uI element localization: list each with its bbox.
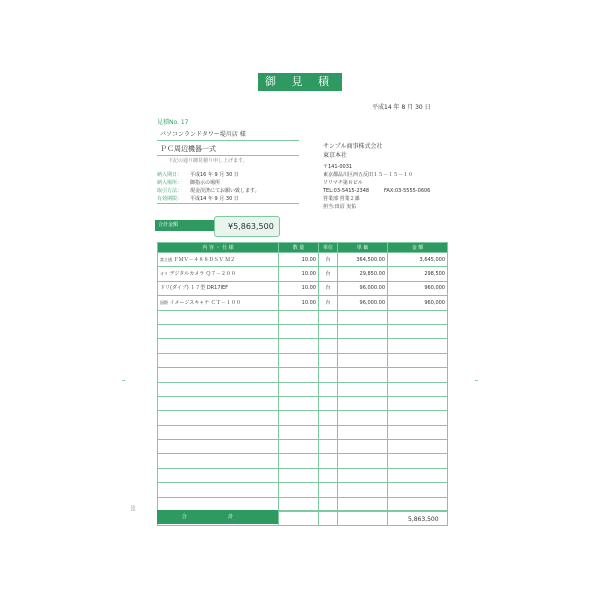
table-row-empty bbox=[158, 483, 448, 497]
empty-cell bbox=[319, 339, 338, 353]
item-quantity: 10.00 bbox=[279, 281, 319, 295]
item-description bbox=[158, 296, 279, 310]
empty-cell bbox=[388, 339, 448, 353]
table-row-empty bbox=[158, 310, 448, 324]
table-row bbox=[158, 253, 448, 267]
detail-value: 御指示の場所 bbox=[190, 180, 221, 186]
item-unit: 台 bbox=[319, 296, 338, 310]
empty-cell bbox=[338, 468, 388, 482]
empty-cell bbox=[388, 310, 448, 324]
item-amount: 960,000 bbox=[388, 281, 448, 295]
table-row-empty bbox=[158, 425, 448, 439]
table-row-empty bbox=[158, 396, 448, 410]
detail-label: 納入期日： bbox=[157, 172, 183, 178]
item-name: ＦＭＶ－４８８ＤＳＶ Ｍ２ bbox=[173, 256, 236, 263]
table-row-empty bbox=[158, 353, 448, 367]
table-row-empty bbox=[158, 339, 448, 353]
company-address: 東京都品川区西五反田１５－１５－１０ bbox=[323, 172, 414, 178]
empty-cell bbox=[158, 483, 279, 497]
item-description bbox=[158, 253, 279, 267]
table-row bbox=[158, 281, 448, 295]
item-quantity: 10.00 bbox=[279, 296, 319, 310]
empty-cell bbox=[338, 425, 388, 439]
company-person: 担当:田沼 実佑 bbox=[323, 204, 357, 210]
grand-total-value: 5,863,500 bbox=[408, 516, 439, 523]
item-description bbox=[158, 281, 279, 295]
empty-cell bbox=[319, 411, 338, 425]
empty-cell bbox=[319, 483, 338, 497]
total-label: 合計金額 bbox=[155, 220, 214, 231]
detail-label: 取引方法： bbox=[157, 188, 183, 194]
item-unit: 台 bbox=[319, 267, 338, 281]
empty-cell bbox=[279, 454, 319, 468]
empty-cell bbox=[338, 483, 388, 497]
company-branch: 東京本社 bbox=[323, 152, 348, 159]
total-value: ¥5,863,500 bbox=[228, 222, 274, 231]
item-unit-price: 96,000.00 bbox=[338, 281, 388, 295]
item-quantity: 10.00 bbox=[279, 253, 319, 267]
header-unit: 単位 bbox=[319, 243, 338, 253]
table-row-empty bbox=[158, 368, 448, 382]
empty-cell bbox=[388, 411, 448, 425]
empty-cell bbox=[319, 353, 338, 367]
customer-name: パソコンランドタワー堤川店 様 bbox=[160, 131, 246, 138]
item-unit-price: 364,500.00 bbox=[338, 253, 388, 267]
empty-cell bbox=[338, 382, 388, 396]
empty-cell bbox=[319, 454, 338, 468]
empty-cell bbox=[388, 440, 448, 454]
empty-cell bbox=[338, 454, 388, 468]
empty-cell bbox=[279, 411, 319, 425]
empty-cell bbox=[158, 468, 279, 482]
empty-cell bbox=[279, 324, 319, 338]
empty-cell bbox=[279, 382, 319, 396]
empty-cell bbox=[338, 368, 388, 382]
table-row bbox=[158, 267, 448, 281]
empty-cell bbox=[388, 483, 448, 497]
note: 下記の通り御見積り申し上げます。 bbox=[168, 158, 248, 164]
empty-cell bbox=[388, 353, 448, 367]
table-row-empty bbox=[158, 382, 448, 396]
item-unit-price: 96,000.00 bbox=[338, 296, 388, 310]
empty-cell bbox=[158, 411, 279, 425]
company-department: 営業部 営業２課 bbox=[323, 196, 360, 202]
detail-value: 平成16 年 9 月 30 日 bbox=[190, 172, 239, 178]
empty-cell bbox=[279, 440, 319, 454]
table-row-empty bbox=[158, 468, 448, 482]
company-building: ソリマチ第８ビル bbox=[323, 180, 363, 186]
document-date: 平成14 年 8 月 30 日 bbox=[372, 104, 431, 111]
registration-mark bbox=[122, 380, 125, 381]
empty-cell bbox=[158, 382, 279, 396]
table-row-empty bbox=[158, 454, 448, 468]
empty-cell bbox=[279, 368, 319, 382]
company-name: サンプル商事株式会社 bbox=[323, 143, 383, 150]
company-postal: 〒141-0031 bbox=[323, 164, 353, 170]
empty-cell bbox=[319, 468, 338, 482]
item-amount: 960,000 bbox=[388, 296, 448, 310]
divider bbox=[157, 203, 299, 204]
empty-cell bbox=[279, 353, 319, 367]
empty-cell bbox=[388, 324, 448, 338]
empty-cell bbox=[158, 368, 279, 382]
empty-cell bbox=[279, 468, 319, 482]
empty-cell bbox=[158, 440, 279, 454]
empty-cell bbox=[319, 310, 338, 324]
empty-cell bbox=[158, 324, 279, 338]
empty-cell bbox=[279, 483, 319, 497]
empty-cell bbox=[338, 353, 388, 367]
company-fax: FAX:03-5555-0606 bbox=[384, 188, 431, 194]
empty-cell bbox=[319, 396, 338, 410]
empty-cell bbox=[388, 368, 448, 382]
empty-cell bbox=[388, 468, 448, 482]
header-unit-price: 単 価 bbox=[338, 243, 388, 253]
grand-total-label: 合 計 bbox=[157, 510, 278, 524]
empty-cell bbox=[279, 396, 319, 410]
empty-cell bbox=[279, 339, 319, 353]
table-row-empty bbox=[158, 324, 448, 338]
empty-cell bbox=[338, 411, 388, 425]
item-amount: 298,500 bbox=[388, 267, 448, 281]
estimate-number: 見積No. 17 bbox=[157, 119, 189, 126]
table-row bbox=[158, 296, 448, 310]
empty-cell bbox=[319, 324, 338, 338]
empty-cell bbox=[388, 425, 448, 439]
empty-cell bbox=[388, 396, 448, 410]
item-unit: 台 bbox=[319, 281, 338, 295]
empty-cell bbox=[158, 339, 279, 353]
item-amount: 3,645,000 bbox=[388, 253, 448, 267]
empty-cell bbox=[338, 440, 388, 454]
subject: ＰＣ周辺機器一式 bbox=[160, 145, 216, 153]
items-table bbox=[157, 242, 448, 526]
detail-label: 有効期限： bbox=[157, 196, 183, 202]
item-name: デジタルカメラ Ｑ７－２００ bbox=[169, 271, 236, 278]
item-name: ドリ(ダイブ) １７型 DR17IEF bbox=[160, 285, 229, 292]
detail-value: 平成14 年 9 月 30 日 bbox=[190, 196, 239, 202]
header-amount: 金 額 bbox=[388, 243, 448, 253]
empty-cell bbox=[338, 396, 388, 410]
item-maker: 富士通 bbox=[160, 256, 172, 262]
table-header-row bbox=[158, 243, 448, 253]
item-unit-price: 29,850.00 bbox=[338, 267, 388, 281]
empty-cell bbox=[158, 396, 279, 410]
item-maker: 国際 bbox=[160, 299, 168, 305]
empty-cell bbox=[279, 425, 319, 439]
item-name: イメージスキャナ ＣＴ－１００ bbox=[169, 299, 241, 306]
side-code: 88 bbox=[129, 505, 135, 512]
empty-cell bbox=[388, 454, 448, 468]
document-title: 御 見 積 書 bbox=[258, 73, 342, 91]
empty-cell bbox=[319, 368, 338, 382]
detail-label: 納入場所： bbox=[157, 180, 183, 186]
item-unit: 台 bbox=[319, 253, 338, 267]
divider bbox=[157, 155, 299, 156]
company-tel: TEL:03-5415-2348 bbox=[323, 188, 370, 194]
empty-cell bbox=[158, 310, 279, 324]
empty-cell bbox=[158, 454, 279, 468]
item-maker: オリ bbox=[160, 271, 168, 277]
item-quantity: 10.00 bbox=[279, 267, 319, 281]
table-row-empty bbox=[158, 411, 448, 425]
divider bbox=[157, 140, 299, 141]
empty-cell bbox=[338, 310, 388, 324]
registration-mark bbox=[475, 380, 478, 381]
empty-cell bbox=[319, 382, 338, 396]
empty-cell bbox=[338, 324, 388, 338]
empty-cell bbox=[279, 310, 319, 324]
empty-cell bbox=[388, 382, 448, 396]
empty-cell bbox=[319, 440, 338, 454]
empty-cell bbox=[158, 425, 279, 439]
empty-cell bbox=[338, 339, 388, 353]
header-quantity: 数 量 bbox=[279, 243, 319, 253]
detail-value: 現金決済にてお願い致します。 bbox=[190, 188, 260, 194]
header-description: 内 容 ・ 仕 様 bbox=[158, 243, 279, 253]
item-description bbox=[158, 267, 279, 281]
table-row-empty bbox=[158, 440, 448, 454]
empty-cell bbox=[158, 353, 279, 367]
empty-cell bbox=[319, 425, 338, 439]
